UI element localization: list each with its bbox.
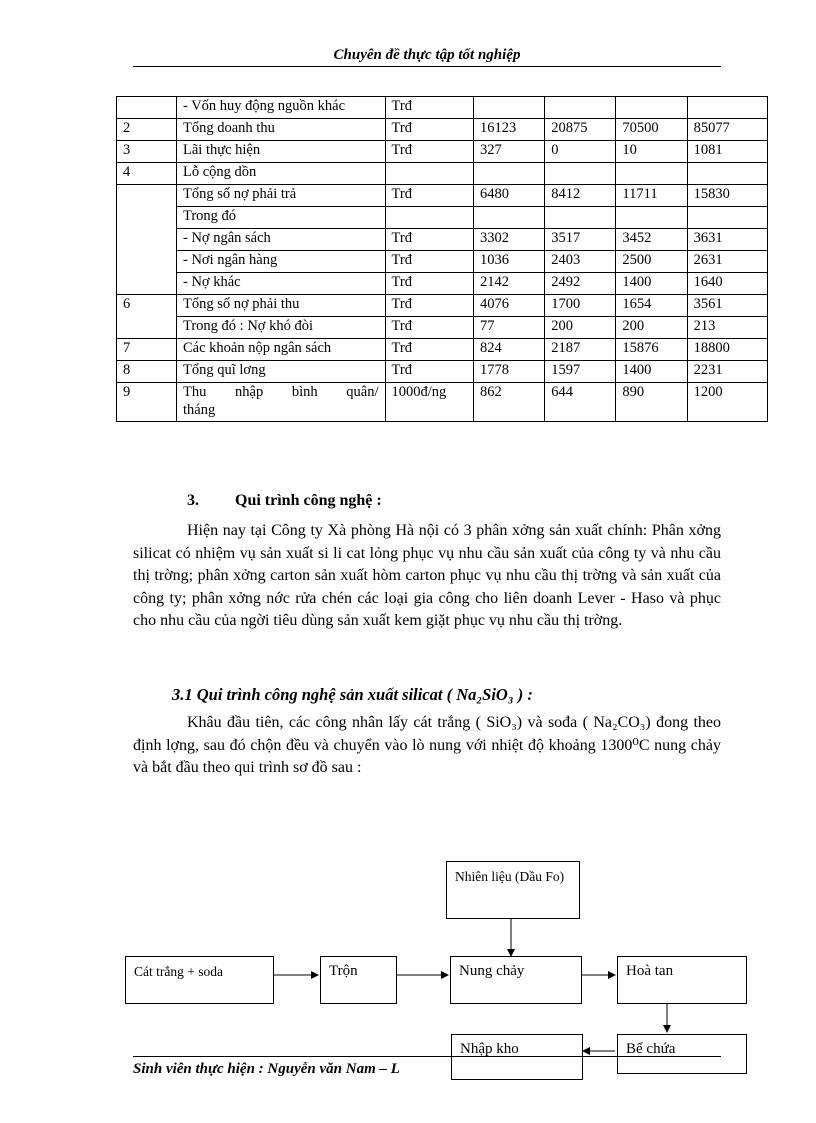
row-item: Các khoản nộp ngân sách: [177, 339, 386, 361]
row-value: 0: [545, 141, 616, 163]
row-index: 2: [117, 119, 177, 141]
box-label: Nung chảy: [459, 963, 525, 979]
section-number: 3.: [187, 492, 199, 509]
row-value: 70500: [616, 119, 687, 141]
page-footer: [133, 1061, 451, 1078]
row-item: Lãi thực hiện: [177, 141, 386, 163]
row-value: 644: [545, 383, 616, 422]
row-value: 2231: [687, 361, 767, 383]
row-value: 3452: [616, 229, 687, 251]
row-item: Tổng quĩ lơng: [177, 361, 386, 383]
row-value: 862: [474, 383, 545, 422]
row-value: 10: [616, 141, 687, 163]
row-value: 1654: [616, 295, 687, 317]
row-index: 4: [117, 163, 177, 185]
row-value: 1036: [474, 251, 545, 273]
row-item: Tổng doanh thu: [177, 119, 386, 141]
row-value: 77: [474, 317, 545, 339]
row-unit: Trđ: [385, 317, 473, 339]
row-unit: Trđ: [385, 185, 473, 207]
box-label: Trộn: [329, 963, 358, 979]
row-unit: Trđ: [385, 229, 473, 251]
row-unit: Trđ: [385, 97, 473, 119]
row-value: 8412: [545, 185, 616, 207]
row-value: 3561: [687, 295, 767, 317]
row-value: 2492: [545, 273, 616, 295]
box-label: Cát trắng + soda: [134, 964, 223, 979]
row-value: 85077: [687, 119, 767, 141]
row-item: Trong đó: [177, 207, 386, 229]
row-value: 20875: [545, 119, 616, 141]
row-item: Lỗ cộng dồn: [177, 163, 386, 185]
row-index: 7: [117, 339, 177, 361]
box-label: Nhiên liệu (Dầu Fo): [455, 869, 565, 884]
row-value: 6480: [474, 185, 545, 207]
row-value: 15876: [616, 339, 687, 361]
row-value: 3631: [687, 229, 767, 251]
row-value: 200: [616, 317, 687, 339]
row-value: 3517: [545, 229, 616, 251]
row-value: 1400: [616, 273, 687, 295]
row-value: 2403: [545, 251, 616, 273]
row-value: 1400: [616, 361, 687, 383]
section-title: Qui trình công nghệ :: [235, 492, 382, 509]
row-value: 4076: [474, 295, 545, 317]
row-value: 1640: [687, 273, 767, 295]
row-unit: Trđ: [385, 361, 473, 383]
row-unit: Trđ: [385, 339, 473, 361]
row-value: 2500: [616, 251, 687, 273]
row-value: 16123: [474, 119, 545, 141]
row-unit: Trđ: [385, 119, 473, 141]
row-value: 1700: [545, 295, 616, 317]
row-value: 1778: [474, 361, 545, 383]
row-item: Trong đó : Nợ khó đòi: [177, 317, 386, 339]
row-value: 18800: [687, 339, 767, 361]
row-unit: Trđ: [385, 273, 473, 295]
box-tank: [617, 1034, 747, 1074]
row-index: 9: [117, 383, 177, 422]
row-value: 11711: [616, 185, 687, 207]
row-value: 3302: [474, 229, 545, 251]
row-unit: Trđ: [385, 251, 473, 273]
row-unit: 1000đ/ng: [385, 383, 473, 422]
box-label: Bể chứa: [626, 1041, 676, 1057]
box-fuel: [446, 861, 580, 919]
row-item-line: tháng: [183, 402, 216, 418]
row-value: 1200: [687, 383, 767, 422]
row-item: - Nợ khác: [177, 273, 386, 295]
box-label: Hoà tan: [626, 963, 674, 979]
header-title: Chuyên đề thực tập tốt nghiệp: [333, 47, 521, 63]
box-sand-soda: [125, 956, 274, 1004]
box-melt: [450, 956, 582, 1004]
footer-rule: [133, 1056, 721, 1058]
row-index: 6: [117, 295, 177, 317]
paragraph-text: Hiện nay tại Công ty Xà phòng Hà nội có 3 phân xởng sản xuất chính: Phân xởng silicat có nhiệm vụ sản xuất si li cat lỏng phục vụ nhu cầu sản xuất của công ty và nhu cầu thị trờng; phân xởng carton sản xuất hòm carton phục vụ nhu cầu thị trờng và sản xuất của công ty; phân xởng nớc rửa chén các loại gia công cho liên doanh Lever - Haso và phục cho nhu cầu của ngời tiêu dùng sản xuất kem giặt phục vụ nhu cầu thị trờng.: [133, 522, 721, 629]
row-item: - Vốn huy động nguồn khác: [177, 97, 386, 119]
row-unit: Trđ: [385, 141, 473, 163]
row-value: 327: [474, 141, 545, 163]
row-index: 3: [117, 141, 177, 163]
box-dissolve: [617, 956, 747, 1004]
box-label: Nhập kho: [460, 1041, 519, 1057]
row-value: 2631: [687, 251, 767, 273]
paragraph-text: Khâu đầu tiên, các công nhân lấy cát trắng ( SiO₃) và sođa ( Na₂CO₃) đong theo định lợng, sau đó chộn đều và chuyển vào lò nung với nhiệt độ khoảng 1300⁰C nung chảy và bắt đầu theo qui trình sơ đồ sau :: [133, 714, 721, 776]
row-item: Tổng số nợ phải trả: [177, 185, 386, 207]
row-item: Tổng số nợ phải thu: [177, 295, 386, 317]
row-value: 890: [616, 383, 687, 422]
row-index: 8: [117, 361, 177, 383]
row-value: 1597: [545, 361, 616, 383]
row-value: 1081: [687, 141, 767, 163]
row-value: 2142: [474, 273, 545, 295]
footer-text: Sinh viên thực hiện : Nguyễn văn Nam – L: [133, 1061, 400, 1077]
row-item: - Nơi ngân hàng: [177, 251, 386, 273]
box-mix: [320, 956, 397, 1004]
row-value: 2187: [545, 339, 616, 361]
row-item: - Nợ ngân sách: [177, 229, 386, 251]
row-value: 200: [545, 317, 616, 339]
row-value: 15830: [687, 185, 767, 207]
row-value: 213: [687, 317, 767, 339]
row-item-line: Thu nhập bình quân/: [183, 384, 379, 400]
row-unit: Trđ: [385, 295, 473, 317]
subsection-title: 3.1 Qui trình công nghệ sản xuất silicat ( Na₂SiO₃ ) :: [172, 685, 533, 704]
row-value: 824: [474, 339, 545, 361]
